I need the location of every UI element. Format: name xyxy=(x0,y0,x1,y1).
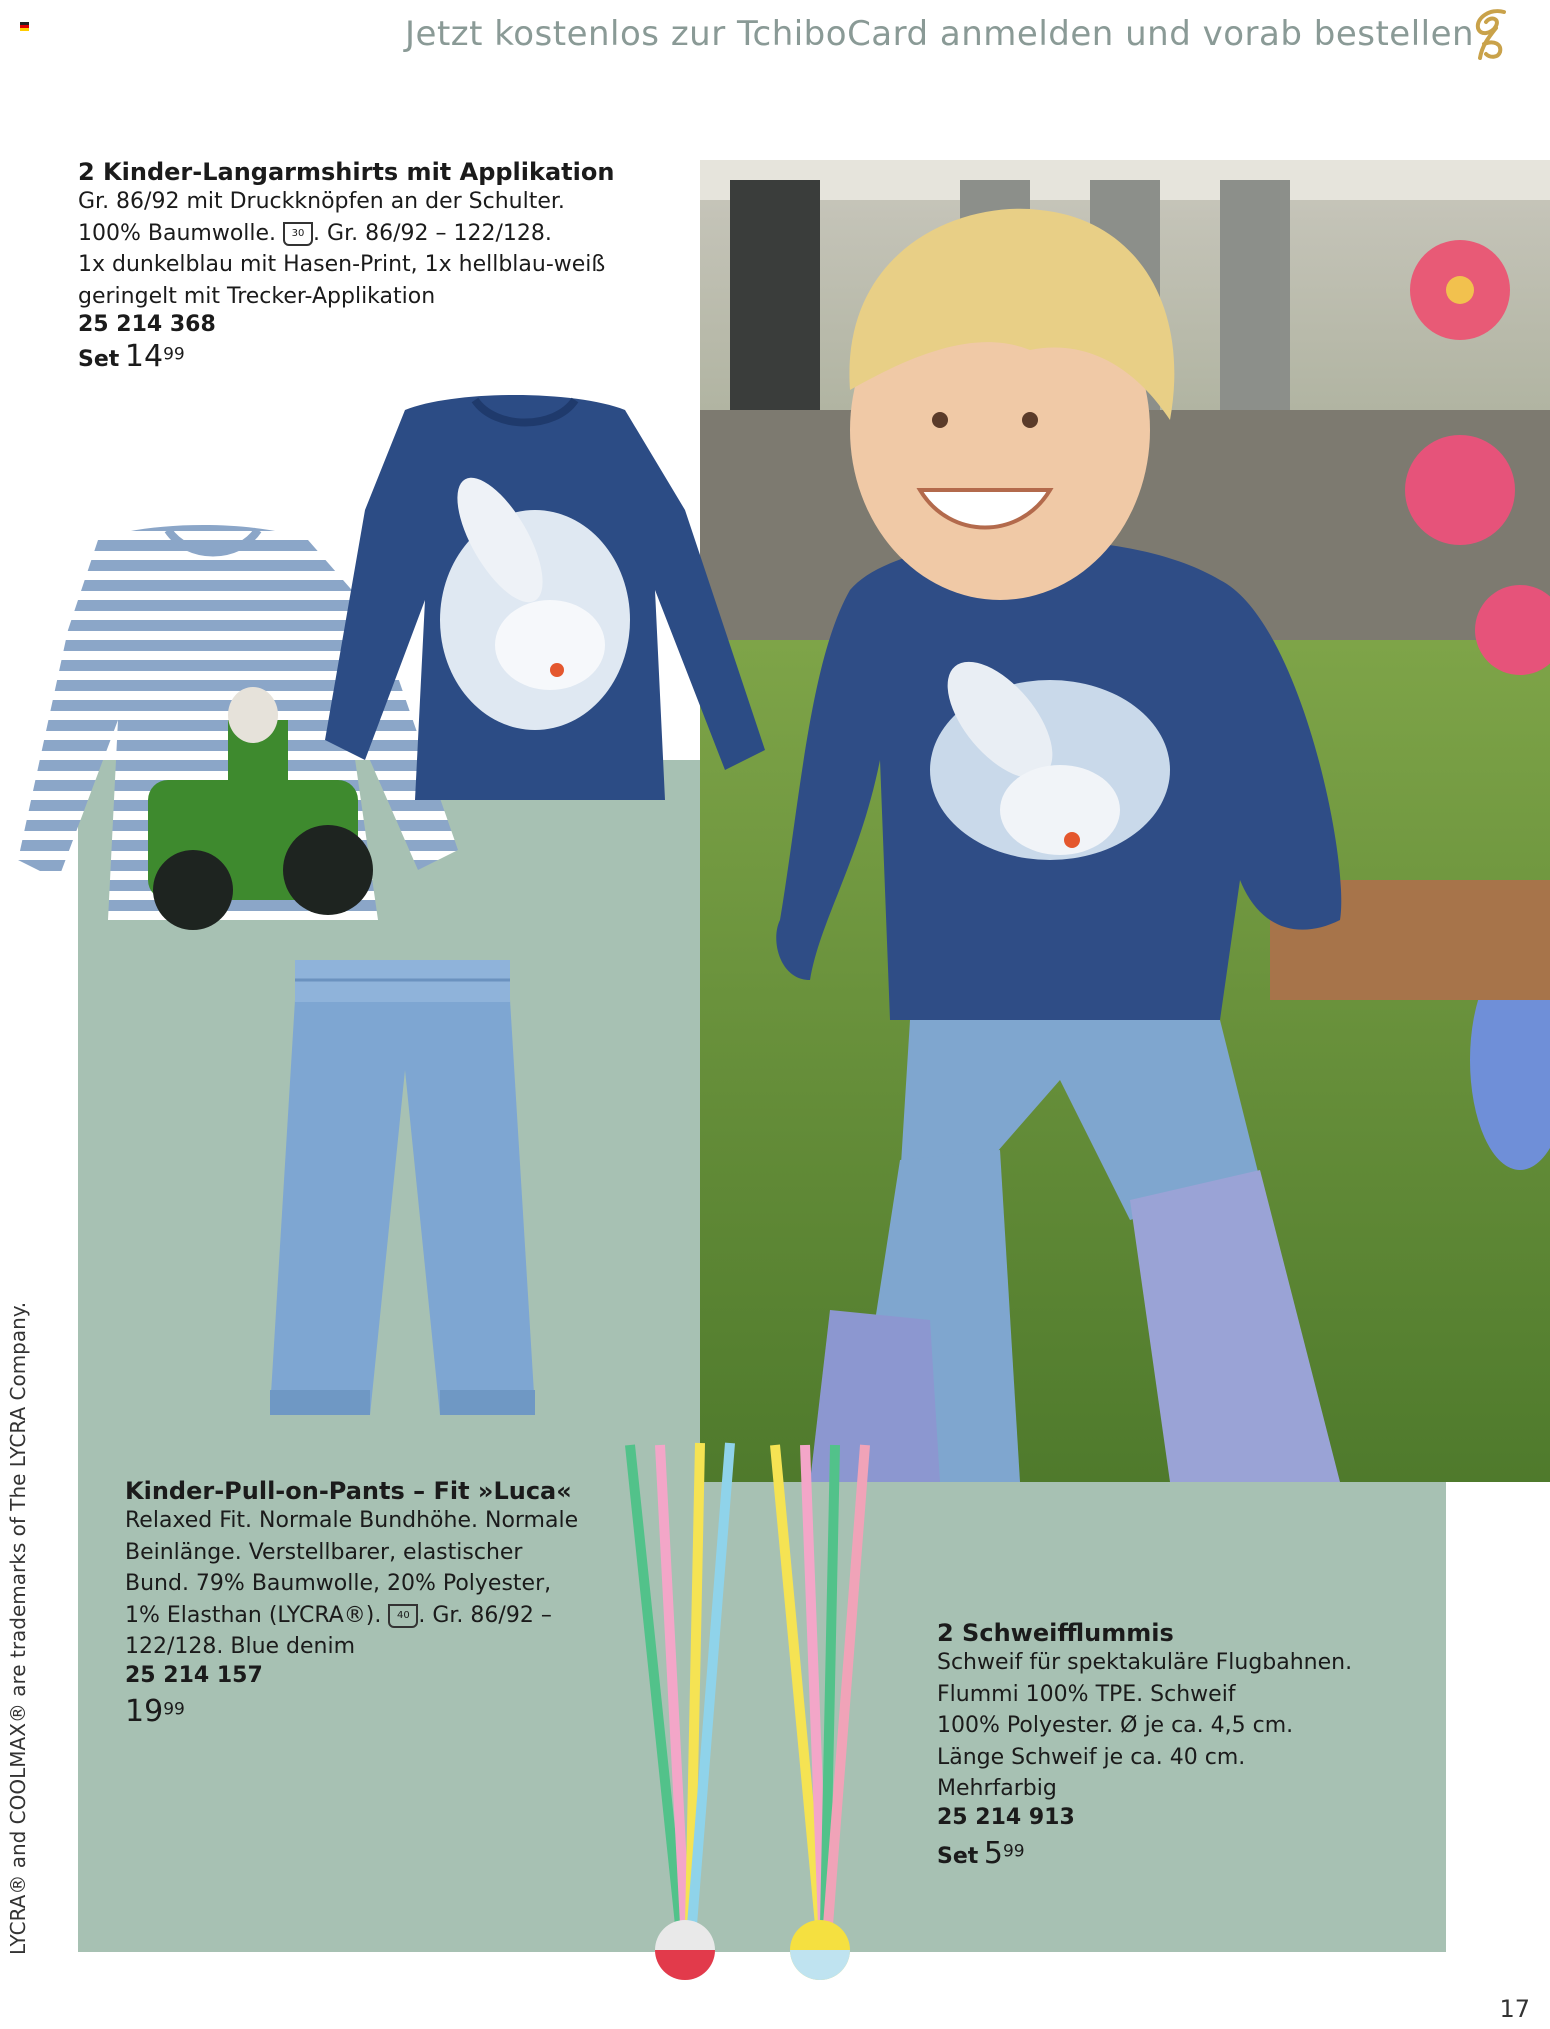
tchibo-logo-icon xyxy=(1462,4,1522,64)
pants-desc-line5: 122/128. Blue denim xyxy=(125,1634,356,1659)
flummis-desc-line2: Flummi 100% TPE. Schweif xyxy=(937,1681,1236,1707)
pants-info xyxy=(125,1477,685,1729)
pants-article-number: 25 214 157 xyxy=(125,1662,263,1688)
shirts-desc-line2 xyxy=(78,218,678,250)
shirts-desc-line1: Gr. 86/92 mit Druckknöpfen an der Schulter. xyxy=(78,189,565,214)
pants-price-cents: 99 xyxy=(163,1699,185,1720)
hero-photo-child xyxy=(700,160,1550,1482)
shirts-article-number: 25 214 368 xyxy=(78,312,216,337)
shirts-sizes: . Gr. 86/92 – 122/128. xyxy=(313,220,552,246)
flummis-price-main: 5 xyxy=(983,1835,1003,1871)
flummis-desc-line3: 100% Polyester. Ø je ca. 4,5 cm. xyxy=(937,1713,1294,1738)
pants-desc-line2: Beinlänge. Verstellbarer, elastischer xyxy=(125,1539,523,1565)
shirts-info xyxy=(78,158,678,374)
shirts-price xyxy=(78,339,678,374)
flummis-price-cents: 99 xyxy=(1002,1841,1025,1862)
flummis-info xyxy=(937,1619,1417,1871)
wash-30-icon: 30 xyxy=(283,222,313,246)
pants-price xyxy=(125,1694,685,1729)
tchibocard-promo[interactable]: Jetzt kostenlos zur TchiboCard anmelden und vorab bestellen xyxy=(405,14,1475,54)
flummis-article-number: 25 214 913 xyxy=(937,1804,1075,1830)
pants-price-main: 19 xyxy=(125,1693,164,1729)
flummis-desc-line4: Länge Schweif je ca. 40 cm. xyxy=(937,1744,1246,1770)
pants-desc-line3: Bund. 79% Baumwolle, 20% Polyester, xyxy=(125,1571,552,1596)
flummis-desc-line1: Schweif für spektakuläre Flugbahnen. xyxy=(937,1650,1353,1675)
pants-sizes: . Gr. 86/92 – xyxy=(418,1602,552,1628)
shirts-desc-line3: 1x dunkelblau mit Hasen-Print, 1x hellblau-weiß xyxy=(78,252,606,277)
flummis-price xyxy=(937,1836,1417,1871)
shirts-price-cents: 99 xyxy=(163,344,185,365)
flummis-title: 2 Schweifflummis xyxy=(937,1619,1174,1647)
denim-pants-image xyxy=(265,960,540,1420)
pants-desc-line1: Relaxed Fit. Normale Bundhöhe. Normale xyxy=(125,1508,579,1533)
shirts-price-label: Set xyxy=(78,347,120,372)
pants-material: 1% Elasthan (LYCRA®). xyxy=(125,1602,382,1628)
flag-icon xyxy=(20,16,29,25)
pants-desc-line4 xyxy=(125,1600,685,1632)
wash-40-icon: 40 xyxy=(388,1604,418,1628)
navy-bunny-shirt-image xyxy=(325,390,765,810)
trademark-note: LYCRA® and COOLMAX® are trademarks of The LYCRA Company. xyxy=(6,1301,30,1955)
shirts-desc-line4: geringelt mit Trecker-Applikation xyxy=(78,283,436,309)
flummis-desc-line5: Mehrfarbig xyxy=(937,1776,1057,1801)
flummis-price-label: Set xyxy=(937,1843,979,1869)
shirts-price-main: 14 xyxy=(124,339,164,374)
pants-title: Kinder-Pull-on-Pants – Fit »Luca« xyxy=(125,1477,572,1505)
page-number: 17 xyxy=(1499,1995,1530,2023)
shirts-material: 100% Baumwolle. xyxy=(78,220,277,246)
shirts-title: 2 Kinder-Langarmshirts mit Applikation xyxy=(78,158,615,186)
